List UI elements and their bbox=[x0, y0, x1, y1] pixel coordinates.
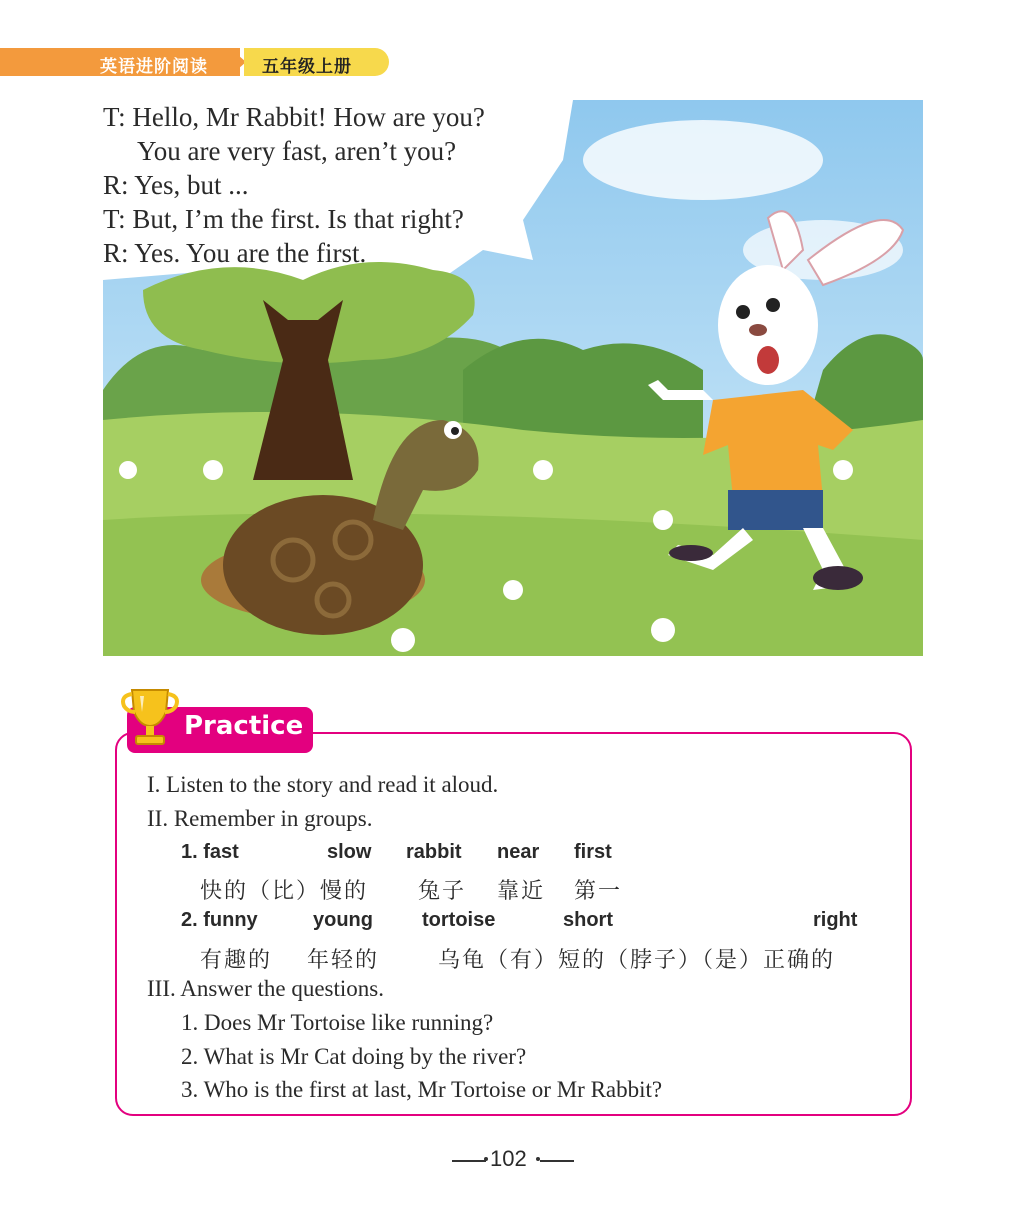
dialogue-line-4: T: But, I’m the first. Is that right? bbox=[103, 204, 464, 234]
practice-title: Practice bbox=[184, 711, 304, 741]
word-fast: 1. fast bbox=[181, 841, 239, 863]
word-short: short bbox=[563, 909, 613, 931]
cn-rabbit: 兔子 bbox=[418, 879, 467, 904]
word-slow: slow bbox=[327, 841, 372, 863]
practice-item-3: III. Answer the questions. bbox=[147, 976, 384, 1001]
dialogue-line-5: R: Yes. You are the first. bbox=[103, 238, 367, 268]
question-2: 2. What is Mr Cat doing by the river? bbox=[181, 1044, 527, 1069]
header-grade-title: 五年级上册 bbox=[262, 57, 352, 77]
cn-fast-slow: 快的（比）慢的 bbox=[200, 879, 369, 904]
word-near: near bbox=[497, 841, 540, 863]
cn-near: 靠近 bbox=[497, 879, 546, 904]
dialogue-line-1: T: Hello, Mr Rabbit! How are you? bbox=[103, 102, 485, 132]
practice-item-1: I. Listen to the story and read it aloud. bbox=[147, 772, 499, 797]
header-series-title: 英语进阶阅读 bbox=[100, 57, 208, 77]
page-number-dot-left bbox=[484, 1157, 488, 1161]
cn-funny: 有趣的 bbox=[200, 948, 273, 973]
cn-first: 第一 bbox=[574, 879, 623, 904]
question-1: 1. Does Mr Tortoise like running? bbox=[181, 1010, 494, 1035]
cn-young: 年轻的 bbox=[307, 948, 380, 973]
word-tortoise: tortoise bbox=[422, 909, 496, 931]
page-number: 102 bbox=[490, 1146, 527, 1171]
word-funny: 2. funny bbox=[181, 909, 258, 931]
word-first: first bbox=[574, 841, 612, 863]
practice-item-2: II. Remember in groups. bbox=[147, 806, 373, 831]
page-number-rule-left bbox=[452, 1160, 486, 1162]
page-number-rule-right bbox=[540, 1160, 574, 1162]
word-rabbit: rabbit bbox=[406, 841, 462, 863]
trophy-icon bbox=[120, 682, 180, 750]
cn-tortoise-short-right: 乌龟（有）短的（脖子）（是）正确的 bbox=[438, 948, 836, 973]
dialogue-line-2: You are very fast, aren’t you? bbox=[137, 136, 457, 166]
dialogue-line-3: R: Yes, but ... bbox=[103, 170, 249, 200]
word-young: young bbox=[313, 909, 373, 931]
question-3: 3. Who is the first at last, Mr Tortoise or Mr Rabbit? bbox=[181, 1077, 663, 1102]
word-right: right bbox=[813, 909, 858, 931]
